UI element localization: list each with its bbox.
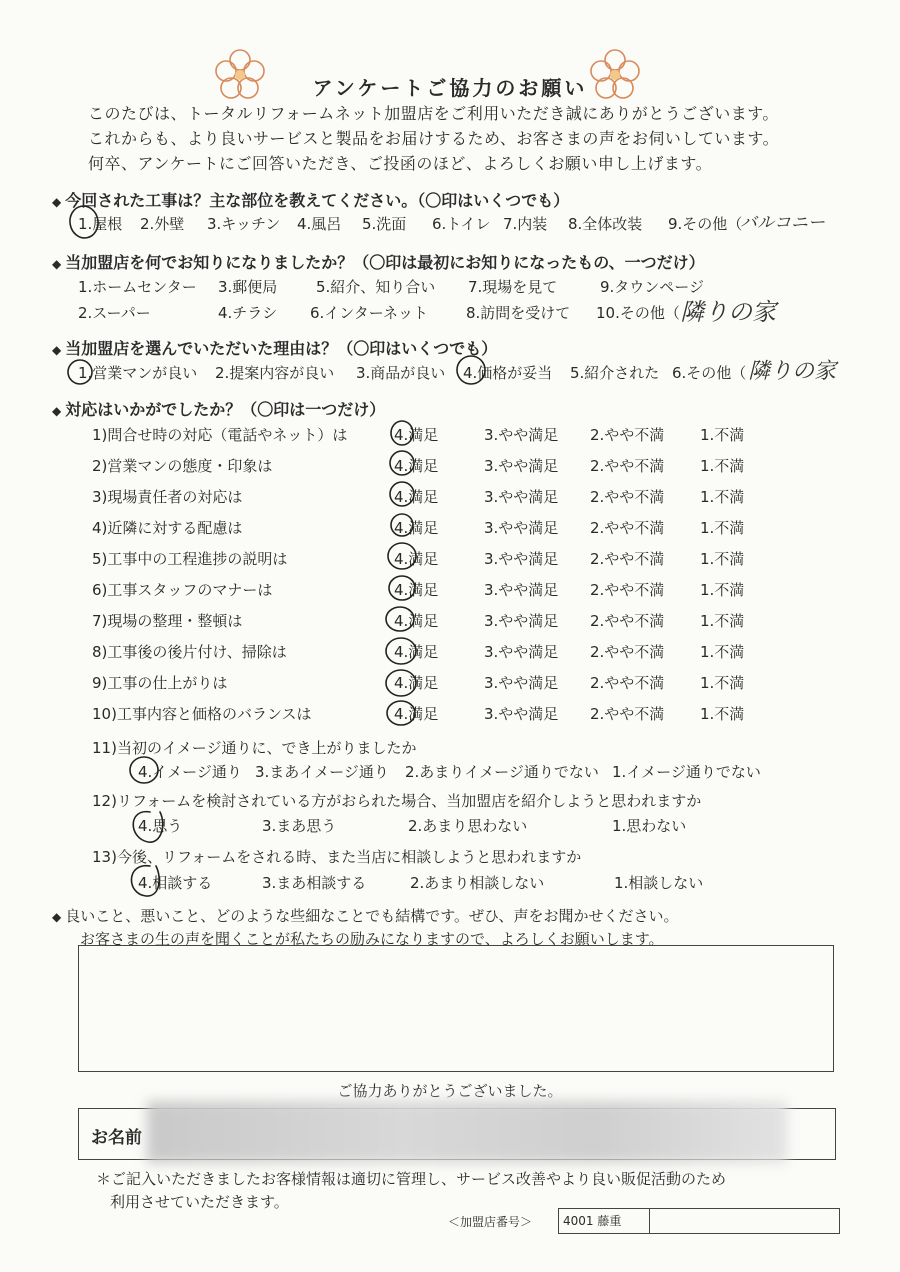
q1-handwritten-other: バルコニー — [740, 213, 825, 233]
q4-item-4-option-somewhat-dissatisfied[interactable]: 2.やや不満 — [590, 519, 665, 537]
q13-text: 13)今後、リフォームをされる時、また当店に相談しようと思われますか — [92, 848, 582, 866]
q3-option-other[interactable]: 6.その他（ — [672, 364, 747, 382]
redacted-name — [147, 1101, 787, 1163]
q11-option-2[interactable]: 2.あまりイメージ通りでない — [405, 763, 599, 781]
q1-heading: ◆ 今回された工事は？主な部位を教えてください。（〇印はいくつでも） — [52, 191, 570, 210]
q2-option-supermarket[interactable]: 2.スーパー — [78, 304, 151, 322]
intro-line-3: 何卒、アンケートにご回答いただき、ご投函のほど、よろしくお願い申し上げます。 — [88, 154, 713, 173]
q1-option-roof[interactable]: 1.屋根 — [78, 215, 123, 233]
q4-item-1-option-dissatisfied[interactable]: 1.不満 — [700, 426, 745, 444]
q4-item-4-option-satisfied[interactable]: 4.満足 — [394, 519, 439, 537]
q3-option-sales[interactable]: 1.営業マンが良い — [78, 364, 198, 382]
q4-item-2-option-somewhat-dissatisfied[interactable]: 2.やや不満 — [590, 457, 665, 475]
q3-handwritten-other: 隣りの家 — [748, 359, 837, 384]
q4-item-6-option-satisfied[interactable]: 4.満足 — [394, 581, 439, 599]
q2-option-visit[interactable]: 8.訪問を受けて — [466, 304, 571, 322]
privacy-note-line-1: ＊ご記入いただきましたお客様情報は適切に管理し、サービス改善やより良い販促活動のため — [96, 1170, 727, 1188]
q4-item-10-option-somewhat-dissatisfied[interactable]: 2.やや不満 — [590, 705, 665, 723]
q4-item-7-option-somewhat-dissatisfied[interactable]: 2.やや不満 — [590, 612, 665, 630]
q2-heading: ◆ 当加盟店を何でお知りになりましたか？（〇印は最初にお知りになったもの、一つだけ） — [52, 253, 705, 272]
q13-option-2[interactable]: 2.あまり相談しない — [410, 874, 545, 892]
q4-item-5-option-somewhat-dissatisfied[interactable]: 2.やや不満 — [590, 550, 665, 568]
q12-text: 12)リフォームを検討されている方がおられた場合、当加盟店を紹介しようと思われますか — [92, 792, 702, 810]
q4-item-8: 8)工事後の後片付け、掃除は — [92, 643, 287, 661]
q4-item-3-option-somewhat-dissatisfied[interactable]: 2.やや不満 — [590, 488, 665, 506]
q4-item-7: 7)現場の整理・整頓は — [92, 612, 243, 630]
q4-item-8-option-satisfied[interactable]: 4.満足 — [394, 643, 439, 661]
q5-heading: ◆ 良いこと、悪いこと、どのような些細なことでも結構です。ぜひ、声をお聞かせください。 — [52, 907, 679, 925]
dealer-number-label: ＜加盟店番号＞ — [448, 1215, 533, 1229]
q2-handwritten-other: 隣りの家 — [680, 298, 776, 326]
dealer-number-empty — [650, 1209, 839, 1233]
q2-option-flyer[interactable]: 4.チラシ — [218, 304, 278, 322]
q4-item-1-option-satisfied[interactable]: 4.満足 — [394, 426, 439, 444]
q12-option-4[interactable]: 4.思う — [138, 817, 183, 835]
thanks-text: ご協力ありがとうございました。 — [337, 1082, 563, 1100]
q4-item-8-option-somewhat-dissatisfied[interactable]: 2.やや不満 — [590, 643, 665, 661]
q4-item-8-option-dissatisfied[interactable]: 1.不満 — [700, 643, 745, 661]
q11-option-3[interactable]: 3.まあイメージ通り — [255, 763, 389, 781]
q2-option-other[interactable]: 10.その他（ — [596, 304, 680, 322]
page-title: アンケートご協力のお願い — [312, 76, 588, 100]
dealer-number-box — [558, 1208, 840, 1234]
q2-option-post-office[interactable]: 3.郵便局 — [218, 278, 278, 296]
q11-option-4[interactable]: 4.イメージ通り — [138, 763, 242, 781]
q1-option-exterior-wall[interactable]: 2.外壁 — [140, 215, 185, 233]
q4-heading: ◆ 対応はいかがでしたか？（〇印は一つだけ） — [52, 400, 386, 419]
q4-item-4: 4)近隣に対する配慮は — [92, 519, 243, 537]
q2-option-referral[interactable]: 5.紹介、知り合い — [316, 278, 436, 296]
q4-item-9-option-somewhat-satisfied[interactable]: 3.やや満足 — [484, 674, 559, 692]
q4-item-6-option-dissatisfied[interactable]: 1.不満 — [700, 581, 745, 599]
q4-item-7-option-dissatisfied[interactable]: 1.不満 — [700, 612, 745, 630]
q4-item-5-option-somewhat-satisfied[interactable]: 3.やや満足 — [484, 550, 559, 568]
q4-item-10-option-somewhat-satisfied[interactable]: 3.やや満足 — [484, 705, 559, 723]
q2-option-saw-site[interactable]: 7.現場を見て — [468, 278, 558, 296]
name-field[interactable] — [78, 1108, 836, 1160]
q3-heading: ◆ 当加盟店を選んでいただいた理由は？（〇印はいくつでも） — [52, 339, 498, 358]
q4-item-6-option-somewhat-satisfied[interactable]: 3.やや満足 — [484, 581, 559, 599]
intro-line-1: このたびは、トータルリフォームネット加盟店をご利用いただき誠にありがとうございます。 — [88, 104, 779, 123]
q2-option-town-page[interactable]: 9.タウンページ — [600, 278, 705, 296]
q4-item-3-option-satisfied[interactable]: 4.満足 — [394, 488, 439, 506]
q13-option-4[interactable]: 4.相談する — [138, 874, 213, 892]
q4-item-5-option-dissatisfied[interactable]: 1.不満 — [700, 550, 745, 568]
q4-item-4-option-somewhat-satisfied[interactable]: 3.やや満足 — [484, 519, 559, 537]
q4-item-6-option-somewhat-dissatisfied[interactable]: 2.やや不満 — [590, 581, 665, 599]
q1-option-interior[interactable]: 7.内装 — [503, 215, 548, 233]
name-label: お名前 — [91, 1128, 142, 1148]
intro-line-2: これからも、より良いサービスと製品をお届けするため、お客さまの声をお伺いしています。 — [88, 129, 780, 148]
q1-option-washroom[interactable]: 5.洗面 — [362, 215, 407, 233]
q4-item-9-option-dissatisfied[interactable]: 1.不満 — [700, 674, 745, 692]
q4-item-3-option-dissatisfied[interactable]: 1.不満 — [700, 488, 745, 506]
q4-item-10-option-satisfied[interactable]: 4.満足 — [394, 705, 439, 723]
q4-item-7-option-somewhat-satisfied[interactable]: 3.やや満足 — [484, 612, 559, 630]
q4-item-3: 3)現場責任者の対応は — [92, 488, 243, 506]
q4-item-8-option-somewhat-satisfied[interactable]: 3.やや満足 — [484, 643, 559, 661]
q3-option-proposal[interactable]: 2.提案内容が良い — [215, 364, 335, 382]
q4-item-1-option-somewhat-dissatisfied[interactable]: 2.やや不満 — [590, 426, 665, 444]
q4-item-9: 9)工事の仕上がりは — [92, 674, 228, 692]
q1-option-toilet[interactable]: 6.トイレ — [432, 215, 491, 233]
q1-option-other[interactable]: 9.その他（ — [668, 215, 743, 233]
q4-item-9-option-satisfied[interactable]: 4.満足 — [394, 674, 439, 692]
q12-option-1[interactable]: 1.思わない — [612, 817, 687, 835]
q4-item-2: 2)営業マンの態度・印象は — [92, 457, 273, 475]
comment-textarea[interactable] — [78, 945, 834, 1072]
q4-item-5-option-satisfied[interactable]: 4.満足 — [394, 550, 439, 568]
q4-item-2-option-satisfied[interactable]: 4.満足 — [394, 457, 439, 475]
q11-text: 11)当初のイメージ通りに、でき上がりましたか — [92, 739, 417, 757]
q12-option-2[interactable]: 2.あまり思わない — [408, 817, 528, 835]
q11-option-1[interactable]: 1.イメージ通りでない — [612, 763, 761, 781]
q2-option-internet[interactable]: 6.インターネット — [310, 304, 428, 322]
q5-subheading: お客さまの生の声を聞くことが私たちの励みになりますので、よろしくお願いします。 — [80, 930, 664, 948]
privacy-note-line-2: 利用させていただきます。 — [110, 1193, 289, 1211]
q4-item-10-option-dissatisfied[interactable]: 1.不満 — [700, 705, 745, 723]
q13-option-3[interactable]: 3.まあ相談する — [262, 874, 367, 892]
q2-option-home-center[interactable]: 1.ホームセンター — [78, 278, 197, 296]
q12-option-3[interactable]: 3.まあ思う — [262, 817, 337, 835]
q1-option-full-renovation[interactable]: 8.全体改装 — [568, 215, 643, 233]
q3-option-product[interactable]: 3.商品が良い — [356, 364, 446, 382]
q4-item-9-option-somewhat-dissatisfied[interactable]: 2.やや不満 — [590, 674, 665, 692]
q4-item-1-option-somewhat-satisfied[interactable]: 3.やや満足 — [484, 426, 559, 444]
q3-option-price[interactable]: 4.価格が妥当 — [463, 364, 553, 382]
q4-item-6: 6)工事スタッフのマナーは — [92, 581, 273, 599]
q4-item-10: 10)工事内容と価格のバランスは — [92, 705, 312, 723]
q4-item-2-option-dissatisfied[interactable]: 1.不満 — [700, 457, 745, 475]
q4-item-1: 1)問合せ時の対応（電話やネット）は — [92, 426, 348, 444]
q4-item-5: 5)工事中の工程進捗の説明は — [92, 550, 288, 568]
q1-option-bath[interactable]: 4.風呂 — [297, 215, 342, 233]
q4-item-4-option-dissatisfied[interactable]: 1.不満 — [700, 519, 745, 537]
dealer-number-value: 4001 藤重 — [559, 1209, 650, 1233]
q3-option-referred[interactable]: 5.紹介された — [570, 364, 660, 382]
q1-option-kitchen[interactable]: 3.キッチン — [207, 215, 281, 233]
q13-option-1[interactable]: 1.相談しない — [614, 874, 704, 892]
q4-item-7-option-satisfied[interactable]: 4.満足 — [394, 612, 439, 630]
q4-item-2-option-somewhat-satisfied[interactable]: 3.やや満足 — [484, 457, 559, 475]
q4-item-3-option-somewhat-satisfied[interactable]: 3.やや満足 — [484, 488, 559, 506]
